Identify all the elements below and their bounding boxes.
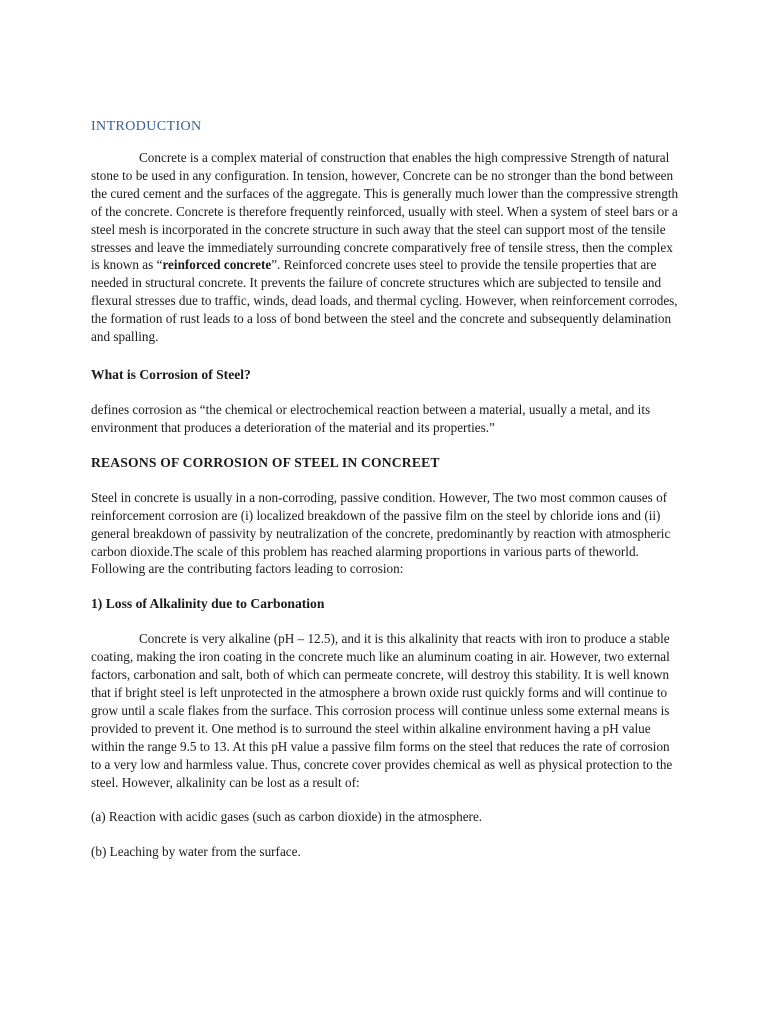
reasons-heading: REASONS OF CORROSION OF STEEL IN CONCREET — [91, 454, 440, 470]
reinforced-concrete-term: reinforced concrete — [162, 257, 272, 273]
intro-text-part1: Concrete is a complex material of construction that enables the high compressive Strength of natural stone to be used in any configuration. In tension, however, Concrete can be no stronger than the bond between the cured cement and the surfaces of the aggregate. This is generally much lower than the compressive strength of the concrete. Concrete is therefore frequently reinforced, usually with steel. When a system of steel bars or a steel mesh is incorporated in the concrete structure in such away that the steel can support most of the tensile stresses and leave the immediately surrounding concrete comparatively free of tensile stress, then the complex is known as “ — [91, 150, 679, 273]
introduction-heading: INTRODUCTION — [91, 119, 202, 134]
corrosion-definition-paragraph: defines corrosion as “the chemical or electrochemical reaction between a material, usually a metal, and its environment that produces a deterioration of the material and its properties.” — [91, 401, 651, 435]
introduction-paragraph — [91, 149, 683, 346]
document-page — [91, 118, 683, 861]
carbonation-heading: 1) Loss of Alkalinity due to Carbonation — [91, 596, 325, 612]
carbonation-paragraph: Concrete is very alkaline (pH – 12.5), and it is this alkalinity that reacts with iron to produce a stable coating, making the iron coating in the concrete much like an aluminum coating in air. However, two external factors, carbonation and salt, both of which can permeate concrete, will destroy this stability. It is well known that if bright steel is left unprotected in the atmosphere a brown oxide rust quickly forms and will continue to grow until a scale flakes from the surface. This corrosion process will continue unless some external means is provided to prevent it. One method is to surround the steel within alkaline environment having a pH value within the range 9.5 to 13. At this pH value a passive film forms on the steel that reduces the rate of corrosion to a very low and harmless value. Thus, concrete cover provides chemical as well as physical protection to the steel. However, alkalinity can be lost as a result of: — [91, 631, 673, 790]
list-item-a: (a) Reaction with acidic gases (such as carbon dioxide) in the atmosphere. — [91, 809, 483, 825]
reasons-paragraph: Steel in concrete is usually in a non-corroding, passive condition. However, The two most common causes of reinforcement corrosion are (i) localized breakdown of the passive film on the steel by chloride ions and (ii) general breakdown of passivity by neutralization of the concrete, predominantly by reaction with atmospheric carbon dioxide.The scale of this problem has reached alarming proportions in various parts of theworld. Following are the contributing factors leading to corrosion: — [91, 489, 671, 577]
list-item-b: (b) Leaching by water from the surface. — [91, 844, 301, 860]
corrosion-definition-heading: What is Corrosion of Steel? — [91, 366, 251, 382]
intro-text-part2: ”. Reinforced concrete uses steel to provide the tensile properties that are needed in structural concrete. It prevents the failure of concrete structures which are subjected to tensile and flexural stresses due to traffic, winds, dead loads, and thermal cycling. However, when reinforcement corrodes, the formation of rust leads to a loss of bond between the steel and the concrete and subsequently delamination and spalling. — [91, 257, 678, 345]
